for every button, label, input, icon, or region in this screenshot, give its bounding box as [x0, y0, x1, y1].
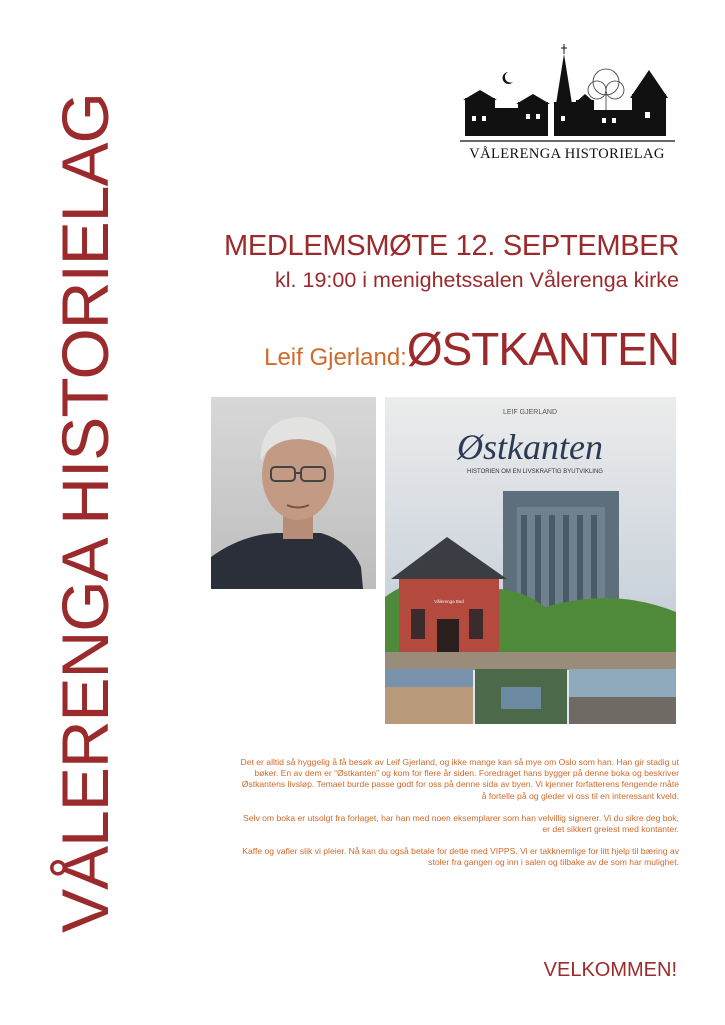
headline: MEDLEMSMØTE 12. SEPTEMBER	[224, 230, 679, 262]
speaker-name: Leif Gjerland:	[264, 344, 407, 371]
subline: kl. 19:00 i menighetssalen Vålerenga kirke	[275, 268, 679, 292]
logo-text: VÅLERENGA HISTORIELAG	[469, 146, 665, 162]
paragraph: Selv om boka er utsolgt fra forlaget, har han med noen eksemplarer som han velvillig signerer. Vi du sikre deg bok, er det sikkert greiest med kontanter.	[243, 812, 679, 835]
cover-title: Østkanten	[457, 427, 603, 467]
book-cover	[385, 397, 676, 724]
speaker-row	[264, 322, 679, 376]
cover-subtitle: HISTORIEN OM EN LIVSKRAFTIG BYUTVIKLING	[467, 469, 603, 475]
paragraph: Kaffe og vafler slik vi pleier. Nå kan du også betale for dette med VIPPS. Vi er takknemlige for litt hjelp til bæring av stoler fra gangen og inn i salen og tilbake av de som har mulighet.	[242, 846, 679, 868]
cover-sign: Vålerenga Bad	[434, 599, 464, 604]
author-photo	[211, 397, 376, 589]
welcome-text: VELKOMMEN!	[543, 959, 677, 981]
body-text	[239, 757, 679, 880]
vertical-title: VÅLERENGA HISTORIELAG	[48, 93, 122, 933]
paragraph: Det er alltid så hyggelig å få besøk av Leif Gjerland, og ikke mange kan så mye om Oslo som han. Han gir stadig ut bøker. En av dem er “Østkanten” og kom for flere år siden. Foredraget hans bygger på denne boka og beskriver Østkantens livsløp. Temaet burde passe godt for oss på denne sida av byen. Vi kjenner forfatterens fengende måte å fortelle på og gleder vi oss til en interessant kveld.	[240, 757, 679, 801]
book-title: ØSTKANTEN	[406, 323, 679, 375]
cover-author: LEIF GJERLAND	[502, 409, 558, 416]
